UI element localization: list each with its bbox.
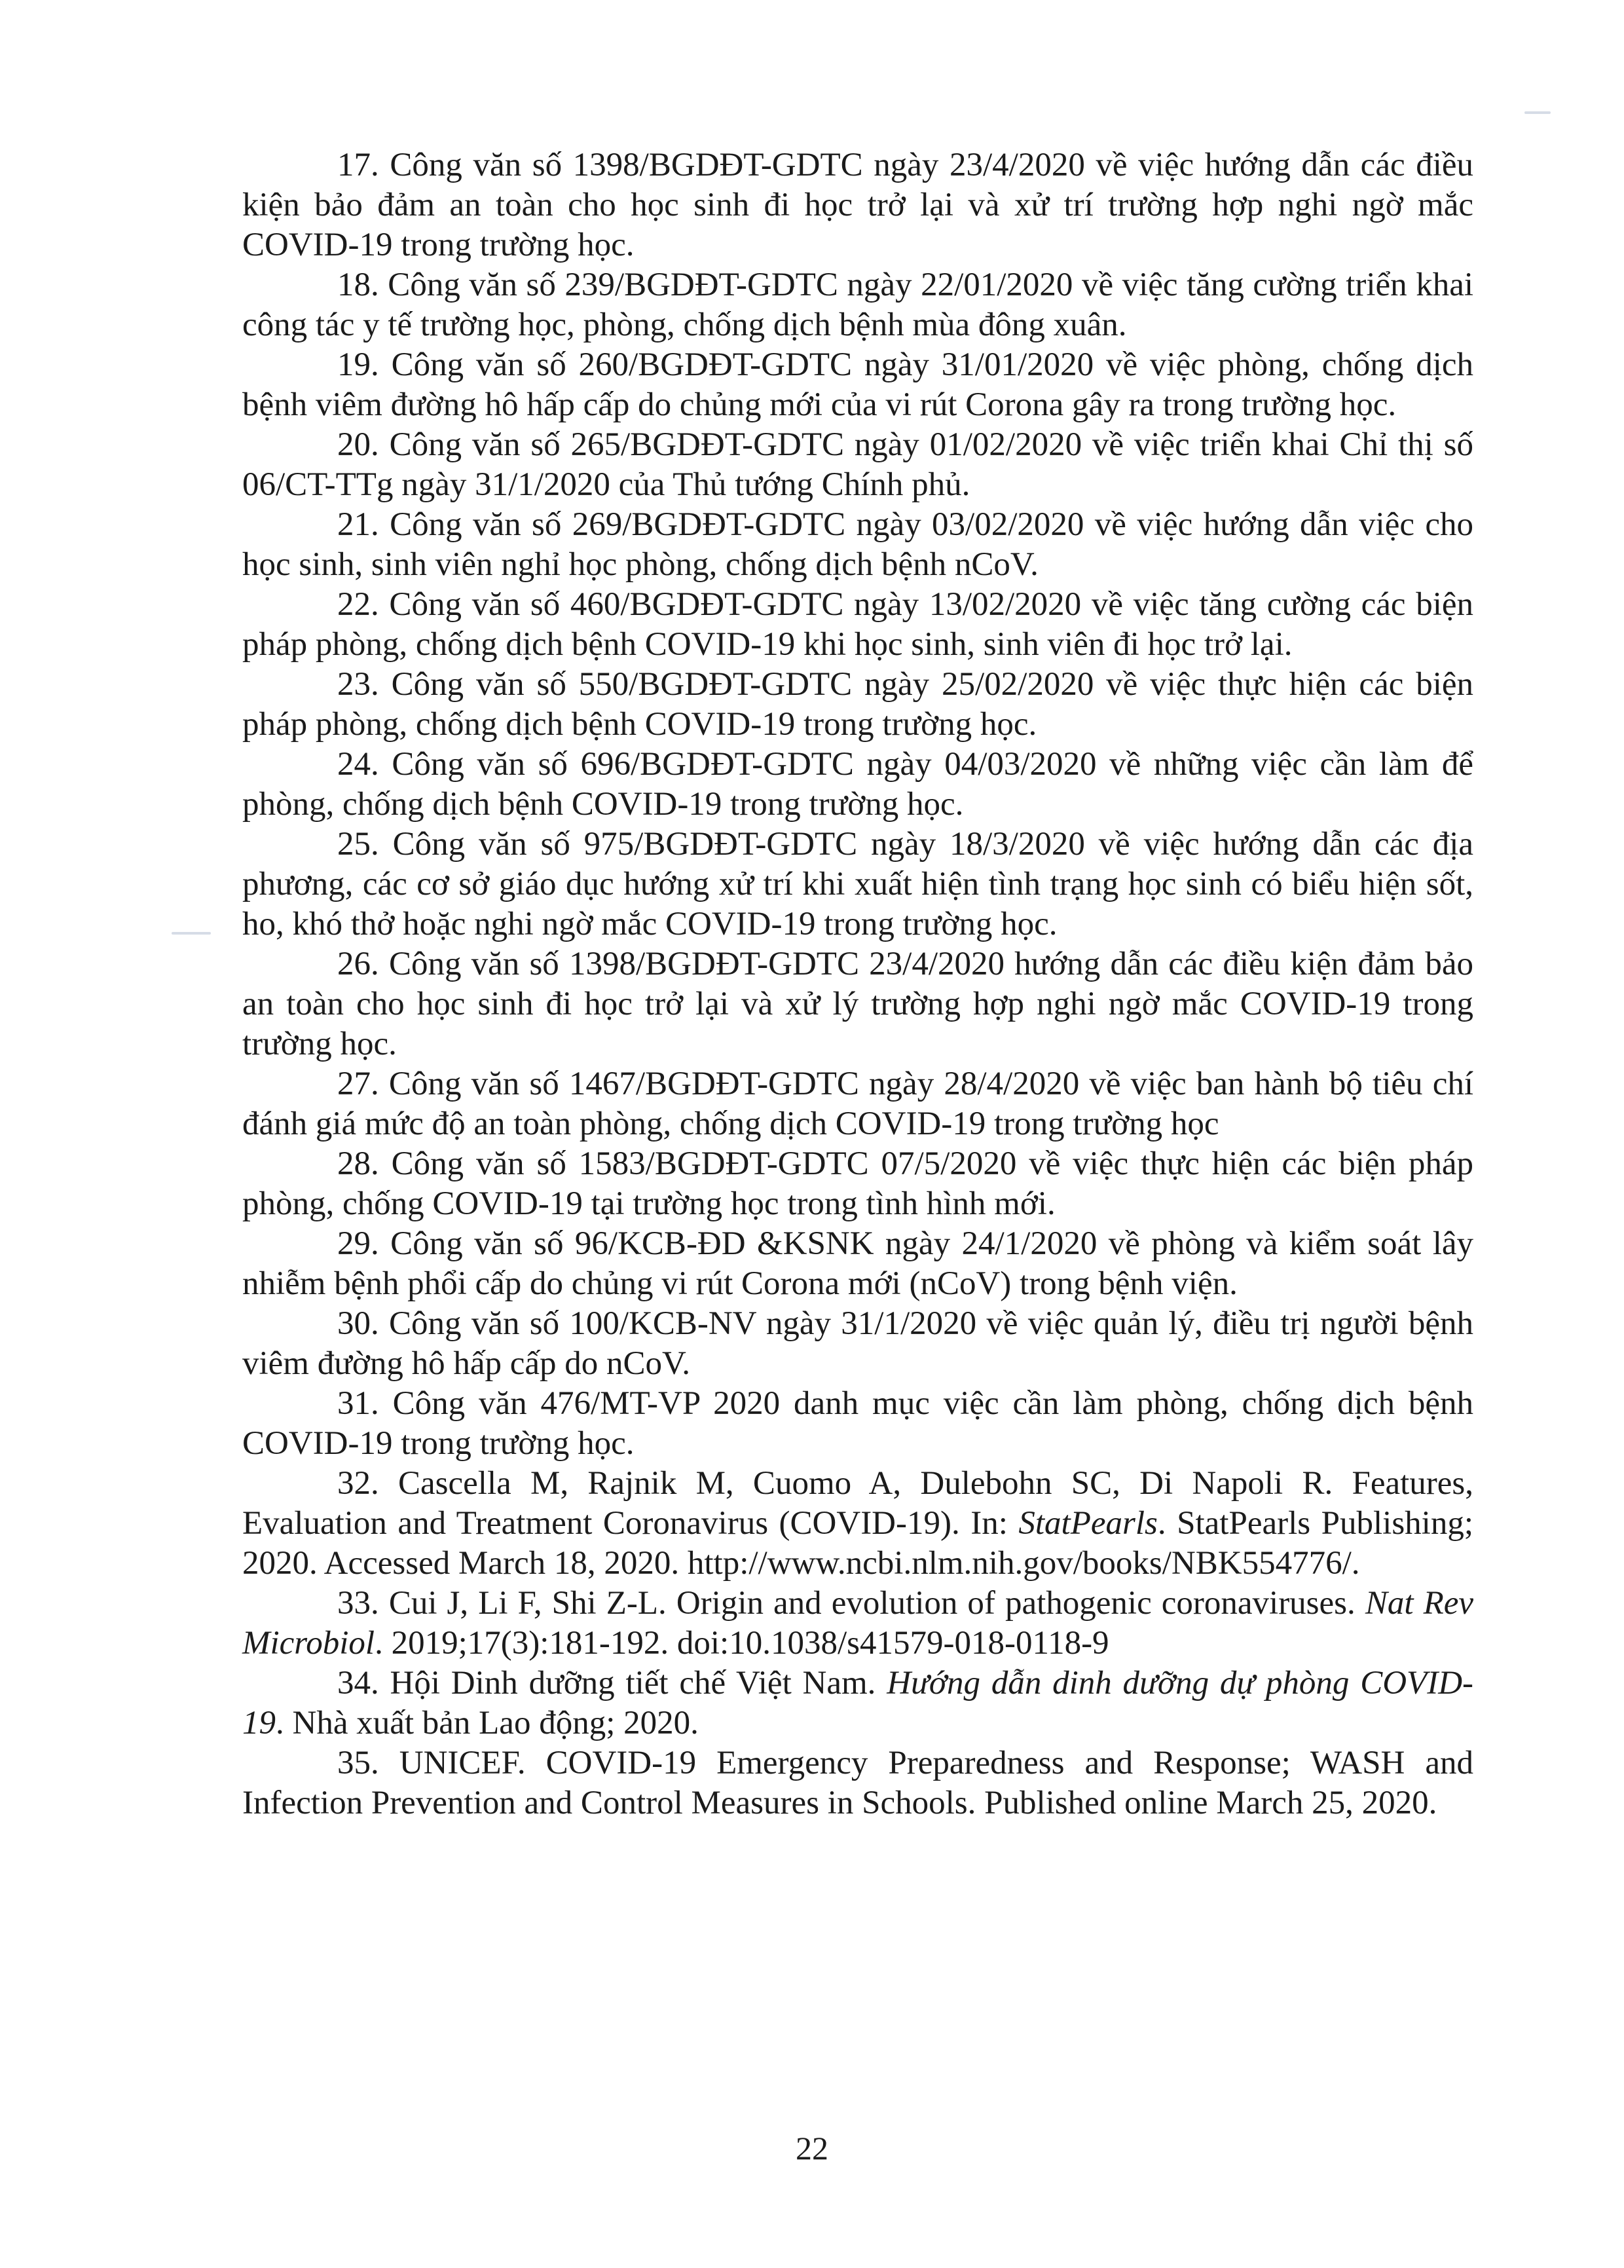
reference-item bbox=[242, 1304, 1473, 1384]
reference-item bbox=[242, 505, 1473, 585]
reference-journal-title: Nat Rev Microbiol bbox=[242, 1585, 1473, 1662]
reference-book-title: Hướng dẫn dinh dưỡng dự phòng COVID-19 bbox=[242, 1665, 1474, 1741]
reference-number: 29. bbox=[337, 1225, 379, 1262]
reference-item bbox=[242, 345, 1473, 425]
reference-number: 28. bbox=[337, 1145, 379, 1182]
reference-item bbox=[242, 944, 1473, 1064]
reference-number: 33. bbox=[337, 1585, 379, 1622]
reference-text: Công văn số 975/BGDĐT-GDTC ngày 18/3/2020 về việc hướng dẫn các địa phương, các cơ sở giáo dục hướng xử trí khi xuất hiện tình trạng học sinh có biểu hiện sốt, ho, khó thở hoặc nghi ngờ mắc COVID-19 trong trường học. bbox=[242, 826, 1473, 942]
reference-text: Công văn số 260/BGDĐT-GDTC ngày 31/01/2020 về việc phòng, chống dịch bệnh viêm đường hô hấp cấp do chủng mới của vi rút Corona gây ra trong trường học. bbox=[242, 346, 1473, 423]
reference-item bbox=[242, 1144, 1473, 1224]
reference-text: Công văn 476/MT-VP 2020 danh mục việc cần làm phòng, chống dịch bệnh COVID-19 trong trường học. bbox=[242, 1385, 1473, 1462]
reference-list bbox=[242, 145, 1473, 1823]
reference-text-before: Hội Dinh dưỡng tiết chế Việt Nam. bbox=[390, 1665, 887, 1701]
reference-text: Công văn số 265/BGDĐT-GDTC ngày 01/02/2020 về việc triển khai Chỉ thị số 06/CT-TTg ngày 31/1/2020 của Thủ tướng Chính phủ. bbox=[242, 426, 1474, 503]
reference-item bbox=[242, 265, 1473, 345]
reference-text: Công văn số 239/BGDĐT-GDTC ngày 22/01/2020 về việc tăng cường triển khai công tác y tế trường học, phòng, chống dịch bệnh mùa đông xuân. bbox=[242, 267, 1474, 343]
reference-text-after: . StatPearls Publishing; 2020. Accessed March 18, 2020. http://www.ncbi.nlm.nih.gov/books/NBK554776/. bbox=[242, 1505, 1474, 1582]
reference-text-before: Cascella M, Rajnik M, Cuomo A, Dulebohn SC, Di Napoli R. Features, Evaluation and Treatment Coronavirus (COVID-19). In: bbox=[242, 1465, 1473, 1542]
reference-item bbox=[242, 1064, 1473, 1144]
reference-number: 21. bbox=[337, 506, 379, 543]
reference-item bbox=[242, 1664, 1473, 1743]
reference-text-before: Cui J, Li F, Shi Z-L. Origin and evolution of pathogenic coronaviruses. bbox=[388, 1585, 1365, 1622]
reference-text: Công văn số 460/BGDĐT-GDTC ngày 13/02/2020 về việc tăng cường các biện pháp phòng, chống dịch bệnh COVID-19 khi học sinh, sinh viên đi học trở lại. bbox=[242, 586, 1473, 663]
reference-item bbox=[242, 1224, 1473, 1304]
scan-artifact-top-right bbox=[1524, 111, 1551, 114]
reference-number: 20. bbox=[337, 426, 379, 463]
reference-item bbox=[242, 1384, 1473, 1464]
reference-text-after: . 2019;17(3):181-192. doi:10.1038/s41579-018-0118-9 bbox=[375, 1625, 1109, 1662]
reference-item bbox=[242, 1743, 1473, 1823]
reference-text: Công văn số 100/KCB-NV ngày 31/1/2020 về việc quản lý, điều trị người bệnh viêm đường hô hấp cấp do nCoV. bbox=[242, 1305, 1473, 1382]
reference-item bbox=[242, 1464, 1473, 1584]
reference-item bbox=[242, 1584, 1473, 1664]
reference-item bbox=[242, 825, 1473, 944]
reference-item bbox=[242, 425, 1473, 505]
reference-item bbox=[242, 665, 1473, 745]
reference-number: 17. bbox=[337, 147, 379, 183]
reference-number: 31. bbox=[337, 1385, 379, 1422]
reference-number: 34. bbox=[337, 1665, 379, 1701]
reference-text: UNICEF. COVID-19 Emergency Preparedness and Response; WASH and Infection Prevention and Control Measures in Schools. Published online March 25, 2020. bbox=[242, 1745, 1474, 1821]
reference-text: Công văn số 1467/BGDĐT-GDTC ngày 28/4/2020 về việc ban hành bộ tiêu chí đánh giá mức độ an toàn phòng, chống dịch COVID-19 trong trường học bbox=[242, 1066, 1473, 1142]
reference-text: Công văn số 1398/BGDĐT-GDTC 23/4/2020 hướng dẫn các điều kiện đảm bảo an toàn cho học sinh đi học trở lại và xử lý trường hợp nghi ngờ mắc COVID-19 trong trường học. bbox=[242, 946, 1473, 1062]
reference-text: Công văn số 696/BGDĐT-GDTC ngày 04/03/2020 về những việc cần làm để phòng, chống dịch bệnh COVID-19 trong trường học. bbox=[242, 746, 1473, 823]
reference-text: Công văn số 1398/BGDĐT-GDTC ngày 23/4/2020 về việc hướng dẫn các điều kiện bảo đảm an toàn cho học sinh đi học trở lại và xử trí trường hợp nghi ngờ mắc COVID-19 trong trường học. bbox=[242, 147, 1473, 263]
reference-number: 32. bbox=[337, 1465, 379, 1502]
reference-number: 25. bbox=[337, 826, 379, 863]
reference-number: 24. bbox=[337, 746, 379, 783]
reference-journal-title: StatPearls bbox=[1018, 1505, 1158, 1542]
reference-text: Công văn số 96/KCB-ĐD &KSNK ngày 24/1/2020 về phòng và kiểm soát lây nhiễm bệnh phổi cấp do chủng vi rút Corona mới (nCoV) trong bệnh viện. bbox=[242, 1225, 1474, 1302]
scan-artifact-left-margin bbox=[172, 932, 211, 935]
reference-item bbox=[242, 585, 1473, 665]
reference-text: Công văn số 269/BGDĐT-GDTC ngày 03/02/2020 về việc hướng dẫn việc cho học sinh, sinh viên nghỉ học phòng, chống dịch bệnh nCoV. bbox=[242, 506, 1474, 583]
reference-item bbox=[242, 745, 1473, 825]
reference-text: Công văn số 550/BGDĐT-GDTC ngày 25/02/2020 về việc thực hiện các biện pháp phòng, chống dịch bệnh COVID-19 trong trường học. bbox=[242, 666, 1474, 743]
reference-text: Công văn số 1583/BGDĐT-GDTC 07/5/2020 về việc thực hiện các biện pháp phòng, chống COVID-19 tại trường học trong tình hình mới. bbox=[242, 1145, 1474, 1222]
reference-item bbox=[242, 145, 1473, 265]
reference-number: 23. bbox=[337, 666, 379, 703]
reference-number: 18. bbox=[337, 267, 379, 303]
reference-number: 22. bbox=[337, 586, 379, 623]
reference-number: 27. bbox=[337, 1066, 379, 1102]
reference-number: 30. bbox=[337, 1305, 379, 1342]
reference-number: 26. bbox=[337, 946, 379, 982]
reference-number: 35. bbox=[337, 1745, 379, 1781]
reference-text-after: . Nhà xuất bản Lao động; 2020. bbox=[276, 1705, 699, 1741]
page-number: 22 bbox=[796, 2130, 828, 2166]
reference-number: 19. bbox=[337, 346, 379, 383]
